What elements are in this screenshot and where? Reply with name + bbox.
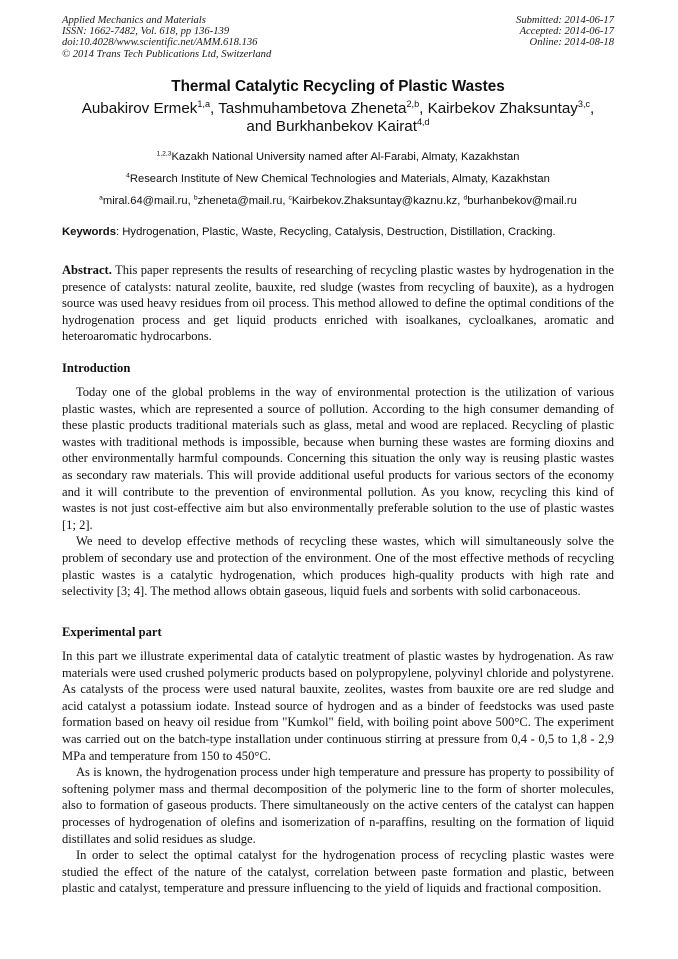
submitted-date: Submitted: 2014-06-17 [516, 15, 614, 26]
email-marker: b [193, 194, 198, 202]
author [82, 100, 218, 117]
affiliation-text: Kazakh National University named after Al-Farabi, Almaty, Kazakhstan [171, 151, 520, 163]
email-link[interactable]: Kairbekov.Zhaksuntay@kaznu.kz [291, 195, 458, 207]
paragraph: We need to develop effective methods of recycling these wastes, which will simultaneously solve the problem of secondary use and protection of the environment. One of the most effective methods of recycling plastic wastes is a catalytic hydrogenation, which produces high-quality products with high rate and selectivity [3; 4]. The method allows obtain gaseous, liquid fuels and sorbents with solid carbonaceous. [62, 534, 614, 599]
keywords-text: : Hydrogenation, Plastic, Waste, Recycling, Catalysis, Destruction, Distillation, Cracking. [116, 226, 556, 238]
publication-dates [394, 15, 614, 49]
email-marker: a [99, 194, 103, 202]
author-separator: , [590, 100, 595, 117]
author-separator: , [210, 100, 219, 117]
email-separator: , [282, 195, 289, 207]
affiliation-text: Research Institute of New Chemical Technologies and Materials, Almaty, Kazakhstan [129, 173, 550, 185]
paragraph: Today one of the global problems in the way of environmental protection is the utilization of various plastic wastes, which are represented a source of pollution. According to the high consumer demanding of these plastic products traditional materials such as glass, metal and wood are replaced. Recycling of plastic wastes with traditional methods is impossible, because when burning these wastes are forming dioxins and other environmentally harmful compounds. Concerning this situation the only way is reusing plastic wastes as secondary raw materials. This will provide additional useful products for various sectors of the economy and it will contribute to the prevention of environmental pollution. As you know, recycling this kind of wastes is not just cost-effective aim but also environmentally preferable solution to the use of plastic wastes [1; 2]. [62, 385, 614, 532]
affiliations [62, 146, 614, 212]
author [246, 118, 429, 135]
abstract-label: Abstract. [62, 263, 112, 277]
email-separator: , [187, 195, 194, 207]
affiliation-marker: 4 [126, 172, 130, 180]
author-name: Tashmuhambetova Zheneta [218, 100, 407, 117]
keywords-label: Keywords [62, 226, 116, 238]
email-separator: , [457, 195, 464, 207]
abstract-text: This paper represents the results of researching of recycling plastic wastes by hydrogenation in the presence of catalysts: natural zeolite, bauxite, red sludge (wastes from recycling of bauxite), as a hydrogen source was used heavy residues from oil process. This method allowed to define the optimal conditions of the hydrogenation process and get liquid products enriched with isoalkanes, cycloalkanes, aromatic and heteroaromatic hydrocarbons. [62, 263, 614, 344]
affiliation [62, 168, 614, 190]
author-affiliation-marker: 1,a [197, 98, 211, 109]
section-introduction [62, 360, 614, 600]
section-heading: Experimental part [62, 625, 162, 639]
author-separator: , [419, 100, 428, 117]
author-affiliation-marker: 3,c [577, 98, 591, 109]
author [428, 100, 595, 117]
affiliation-marker: 1,2,3 [156, 150, 172, 158]
email-marker: c [288, 194, 292, 202]
journal-name: Applied Mechanics and Materials [62, 15, 206, 26]
affiliation [62, 146, 614, 168]
author-affiliation-marker: 2,b [406, 98, 420, 109]
keywords [62, 225, 622, 239]
email-link[interactable]: burhanbekov@mail.ru [467, 195, 577, 207]
journal-issn: ISSN: 1662-7482, Vol. 618, pp 136-139 [62, 26, 230, 38]
author-list [62, 100, 614, 135]
section-experimental [62, 624, 614, 897]
paragraph: In this part we illustrate experimental data of catalytic treatment of plastic wastes by hydrogenation. As raw materials were used crushed polymeric products based on polypropylene, polyvinyl chloride and polystyrene. As catalysts of the process were used natural bauxite, zeolites, wastes from bauxite ore are red sludge and acid catalyst a potassium iodate. Instead source of hydrogen and as a binder of feedstocks was used paste formation based on heavy oil residue from "Kumkol" field, with boiling point above 500°C. The experiment was carried out on the batch-type installation under continuous stirring at pressure from 0,4 - 0,5 to 1,8 - 2,9 MPa and temperature from 150 to 450°C. [62, 649, 614, 763]
author-name: Aubakirov Ermek [81, 100, 198, 117]
journal-info [62, 15, 382, 60]
paper-title: Thermal Catalytic Recycling of Plastic Wastes [171, 78, 505, 95]
abstract [62, 262, 614, 345]
email-marker: d [463, 194, 468, 202]
paragraph: In order to select the optimal catalyst for the hydrogenation process of recycling plastic wastes were studied the effect of the nature of the catalyst, correlation between paste formation and plastic, between plastic and catalyst, temperature and pressure influencing to the yield of liquids and fractional composition. [62, 848, 614, 896]
author-affiliation-marker: 4,d [416, 116, 430, 127]
author-name: and Burkhanbekov Kairat [246, 117, 417, 135]
section-heading: Introduction [62, 361, 131, 375]
author-name: Kairbekov Zhaksuntay [427, 100, 578, 117]
email-list [62, 190, 614, 212]
email-link[interactable]: miral.64@mail.ru [102, 195, 188, 207]
email-link[interactable]: zheneta@mail.ru [197, 195, 283, 207]
journal-copyright: © 2014 Trans Tech Publications Ltd, Switzerland [62, 48, 272, 60]
journal-doi[interactable]: doi:10.4028/www.scientific.net/AMM.618.136 [62, 37, 258, 49]
title-block [62, 77, 614, 135]
online-date: Online: 2014-08-18 [529, 37, 614, 49]
accepted-date: Accepted: 2014-06-17 [519, 26, 614, 38]
paragraph: As is known, the hydrogenation process under high temperature and pressure has property to possibility of softening polymer mass and thermal decomposition of the polymeric line to the form of shorter molecules, also to formation of gaseous products. There simultaneously on the active centers of the catalyst can happen processes of hydrogenation of olefins and isomerization of n-paraffins, resulting on the formation of liquid distillates and solid residues as sludge. [62, 765, 614, 846]
author [218, 100, 427, 117]
